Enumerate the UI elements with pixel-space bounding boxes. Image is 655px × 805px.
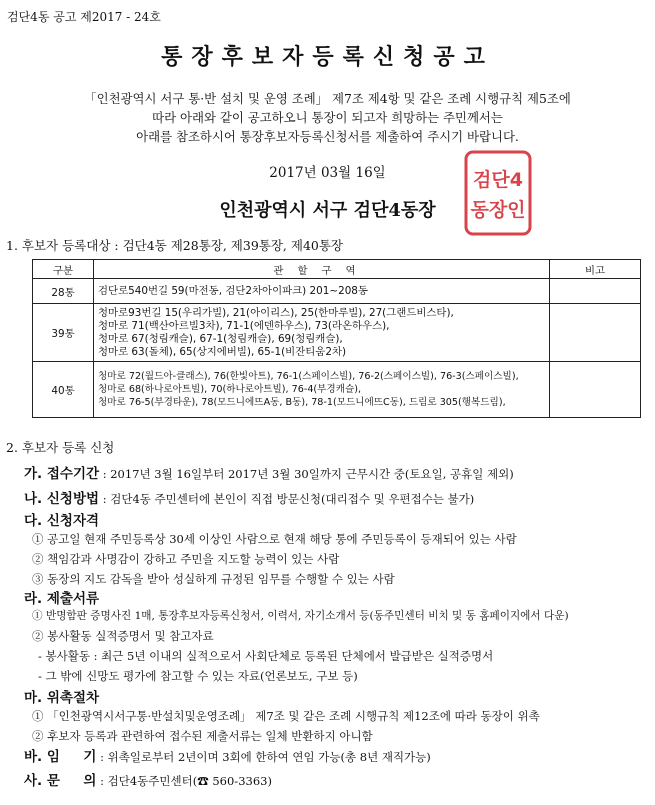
address-line: 청마로 63(돌체), 65(상지에버빌), 65-1(비잔티움2차) bbox=[98, 345, 347, 358]
subsection-heading: 바. 임 기 bbox=[24, 749, 97, 765]
section-2-label: 2. 후보자 등록 신청 bbox=[6, 440, 115, 455]
subsection-documents bbox=[24, 587, 99, 607]
header-jurisdiction: 관할구역 bbox=[94, 260, 550, 279]
address-line: 청마로 68(하나로아트빌), 70(하나로아트빌), 76-4(부경캐슬), bbox=[98, 384, 362, 395]
issuer-name: 인천광역시 서구 검단4동장 bbox=[219, 200, 436, 221]
subsection-text: : 검단4동주민센터(☎ 560-3363) bbox=[96, 774, 272, 788]
table-row bbox=[33, 279, 641, 304]
row-jurisdiction bbox=[94, 362, 550, 418]
intro-paragraph bbox=[0, 89, 655, 146]
subsection-text: : 2017년 3월 16일부터 2017년 3월 30일까지 근무시간 중(토요일, 공휴일 제외) bbox=[99, 467, 514, 481]
row-jurisdiction bbox=[94, 304, 550, 362]
documents-subitem: - 그 밖에 신망도 평가에 참고할 수 있는 자료(언론보도, 구보 등) bbox=[38, 669, 358, 683]
subsection-method bbox=[24, 487, 474, 507]
subsection-term bbox=[24, 745, 431, 765]
section-1-label: 1. 후보자 등록대상 bbox=[6, 238, 111, 253]
official-seal-stamp bbox=[462, 148, 534, 238]
subsection-appointment bbox=[24, 686, 99, 706]
subsection-period bbox=[24, 462, 514, 482]
row-remarks bbox=[550, 362, 641, 418]
documents-item: ① 반명함판 증명사진 1매, 통장후보자등록신청서, 이력서, 자기소개서 등(동주민센터 비치 및 동 홈페이지에서 다운) bbox=[32, 610, 569, 622]
address-line: 청마로93번길 15(우리가빌), 21(아이리스), 25(한마루빌), 27(그랜드비스타), bbox=[98, 306, 454, 319]
subsection-inquiry bbox=[24, 769, 272, 789]
subsection-eligibility bbox=[24, 509, 99, 529]
notice-date: 2017년 03월 16일 bbox=[269, 165, 386, 181]
appointment-item: ② 후보자 등록과 관련하여 접수된 제출서류는 일체 반환하지 아니함 bbox=[32, 729, 373, 743]
jurisdiction-table bbox=[32, 259, 641, 418]
address-line: 청마로 76-5(부경타운), 78(모드니에뜨A동, B동), 78-1(모드니에뜨C동), 드림로 305(행복드림), bbox=[98, 397, 506, 408]
seal-text-bottom: 동장인 bbox=[470, 199, 526, 221]
eligibility-item: ① 공고일 현재 주민등록상 30세 이상인 사람으로 현재 해당 통에 주민등록이 등재되어 있는 사람 bbox=[32, 532, 517, 546]
appointment-item: ① 「인천광역시서구통·반설치및운영조례」 제7조 및 같은 조례 시행규칙 제12조에 따라 동장이 위촉 bbox=[32, 709, 540, 723]
documents-item: ② 봉사활동 실적증명서 및 참고자료 bbox=[32, 629, 214, 643]
address-line: 청마로 67(청림캐슬), 67-1(청림캐슬), 69(청림캐슬), bbox=[98, 332, 343, 345]
address-line: 검단로540번길 59(마전동, 검단2차아이파크) 201~208동 bbox=[98, 284, 368, 297]
row-jurisdiction bbox=[94, 279, 550, 304]
subsection-text: : 위촉일로부터 2년이며 3회에 한하여 연임 가능(총 8년 재직가능) bbox=[96, 750, 431, 764]
documents-subitem: - 봉사활동 : 최근 5년 이내의 실적으로서 사회단체로 등록된 단체에서 발급받은 실적증명서 bbox=[38, 649, 494, 663]
subsection-text: : 검단4동 주민센터에 본인이 직접 방문신청(대리접수 및 우편접수는 불가) bbox=[99, 492, 475, 506]
intro-line: 아래를 참조하시어 통장후보자등록신청서를 제출하여 주시기 바랍니다. bbox=[136, 129, 519, 144]
header-remarks: 비고 bbox=[550, 260, 641, 279]
eligibility-item: ③ 동장의 지도 감독을 받아 성실하게 규정된 임무를 수행할 수 있는 사람 bbox=[32, 572, 395, 586]
table-header-row bbox=[33, 260, 641, 279]
subsection-heading: 마. 위촉절차 bbox=[24, 690, 100, 706]
eligibility-item: ② 책임감과 사명감이 강하고 주민을 지도할 능력이 있는 사람 bbox=[32, 552, 340, 566]
table-row bbox=[33, 304, 641, 362]
row-tong: 40통 bbox=[33, 362, 94, 418]
section-1-value: : 검단4동 제28통장, 제39통장, 제40통장 bbox=[110, 238, 344, 253]
seal-text-top: 검단4 bbox=[473, 169, 523, 191]
subsection-heading: 나. 신청방법 bbox=[24, 491, 100, 507]
row-tong: 39통 bbox=[33, 304, 94, 362]
document-number: 검단4동 공고 제2017 - 24호 bbox=[7, 10, 161, 24]
intro-line: 「인천광역시 서구 통·반 설치 및 운영 조례」 제7조 제4항 및 같은 조례 시행규칙 제5조에 bbox=[84, 91, 571, 106]
subsection-heading: 사. 문 의 bbox=[24, 773, 97, 789]
address-line: 청마로 71(백산아르빌3차), 71-1(에덴하우스), 73(라온하우스), bbox=[98, 319, 390, 332]
subsection-heading: 가. 접수기간 bbox=[24, 466, 100, 482]
subsection-heading: 라. 제출서류 bbox=[24, 591, 100, 607]
address-line: 청마로 72(월드아-클래스), 76(한빛아트), 76-1(스페이스빌), 76-2(스페이스빌), 76-3(스페이스빌), bbox=[98, 371, 519, 382]
table-row bbox=[33, 362, 641, 418]
header-division: 구분 bbox=[33, 260, 94, 279]
intro-line: 따라 아래와 같이 공고하오니 통장이 되고자 희망하는 주민께서는 bbox=[152, 110, 503, 125]
section-1-target bbox=[6, 236, 343, 254]
notice-title: 통장후보자등록신청공고 bbox=[161, 45, 494, 70]
row-tong: 28통 bbox=[33, 279, 94, 304]
subsection-heading: 다. 신청자격 bbox=[24, 513, 100, 529]
row-remarks bbox=[550, 304, 641, 362]
seal-border bbox=[466, 152, 530, 234]
row-remarks bbox=[550, 279, 641, 304]
